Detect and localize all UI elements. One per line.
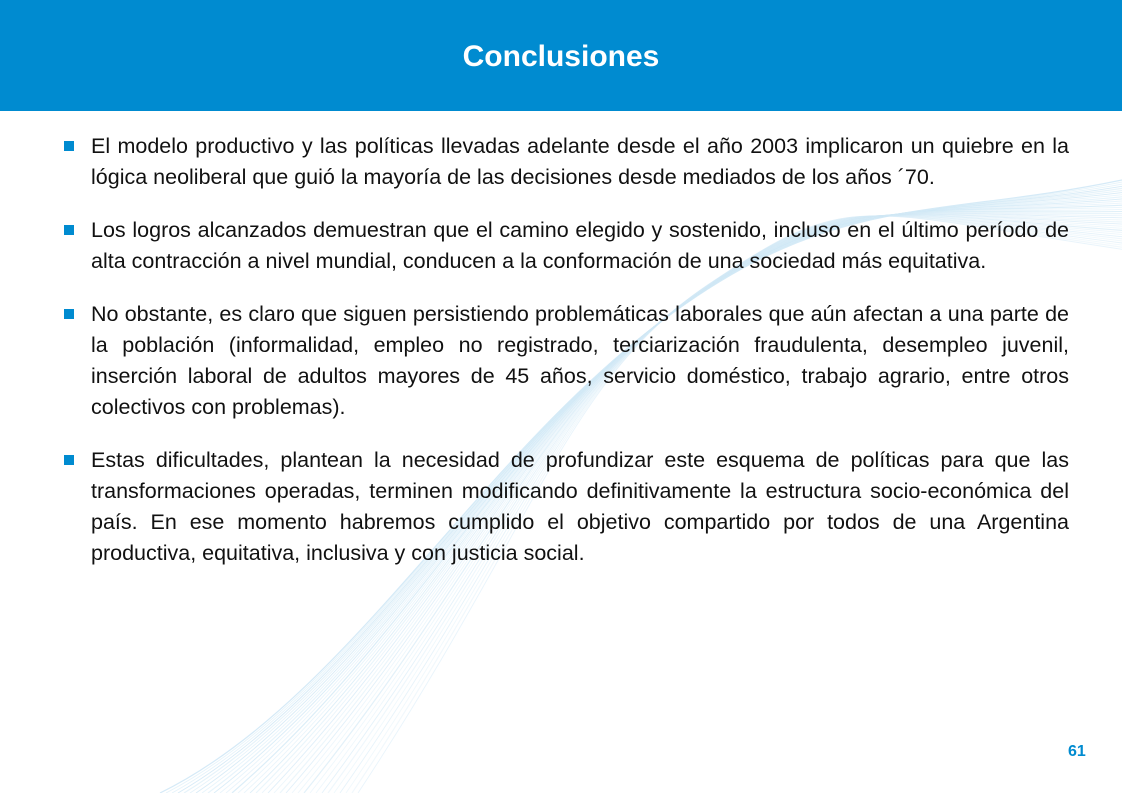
bullet-text: Los logros alcanzados demuestran que el camino elegido y sostenido, incluso en el último período de alta contracción a nivel mundial, conducen a la conformación de una sociedad más equitativa. [91, 218, 1069, 273]
bullet-list [64, 131, 1069, 591]
square-bullet-icon [64, 141, 74, 151]
bullet-item [64, 131, 1069, 193]
bullet-item [64, 215, 1069, 277]
bullet-text: No obstante, es claro que siguen persistiendo problemáticas laborales que aún afectan a una parte de la población (informalidad, empleo no registrado, terciarización fraudulenta, desempleo juvenil, inserción laboral de adultos mayores de 45 años, servicio doméstico, trabajo agrario, entre otros colectivos con problemas). [91, 302, 1069, 419]
square-bullet-icon [64, 455, 74, 465]
bullet-text: El modelo productivo y las políticas llevadas adelante desde el año 2003 implicaron un quiebre en la lógica neoliberal que guió la mayoría de las decisiones desde mediados de los años ´70. [91, 134, 1069, 189]
square-bullet-icon [64, 225, 74, 235]
title-bar [0, 0, 1122, 111]
bullet-item [64, 445, 1069, 569]
bullet-text: Estas dificultades, plantean la necesidad de profundizar este esquema de políticas para que las transformaciones operadas, terminen modificando definitivamente la estructura socio-económica del país. En ese momento habremos cumplido el objetivo compartido por todos de una Argentina productiva, equitativa, inclusiva y con justicia social. [91, 448, 1069, 565]
bullet-item [64, 299, 1069, 423]
page-number: 61 [1068, 743, 1086, 760]
square-bullet-icon [64, 309, 74, 319]
slide-title: Conclusiones [462, 40, 660, 73]
